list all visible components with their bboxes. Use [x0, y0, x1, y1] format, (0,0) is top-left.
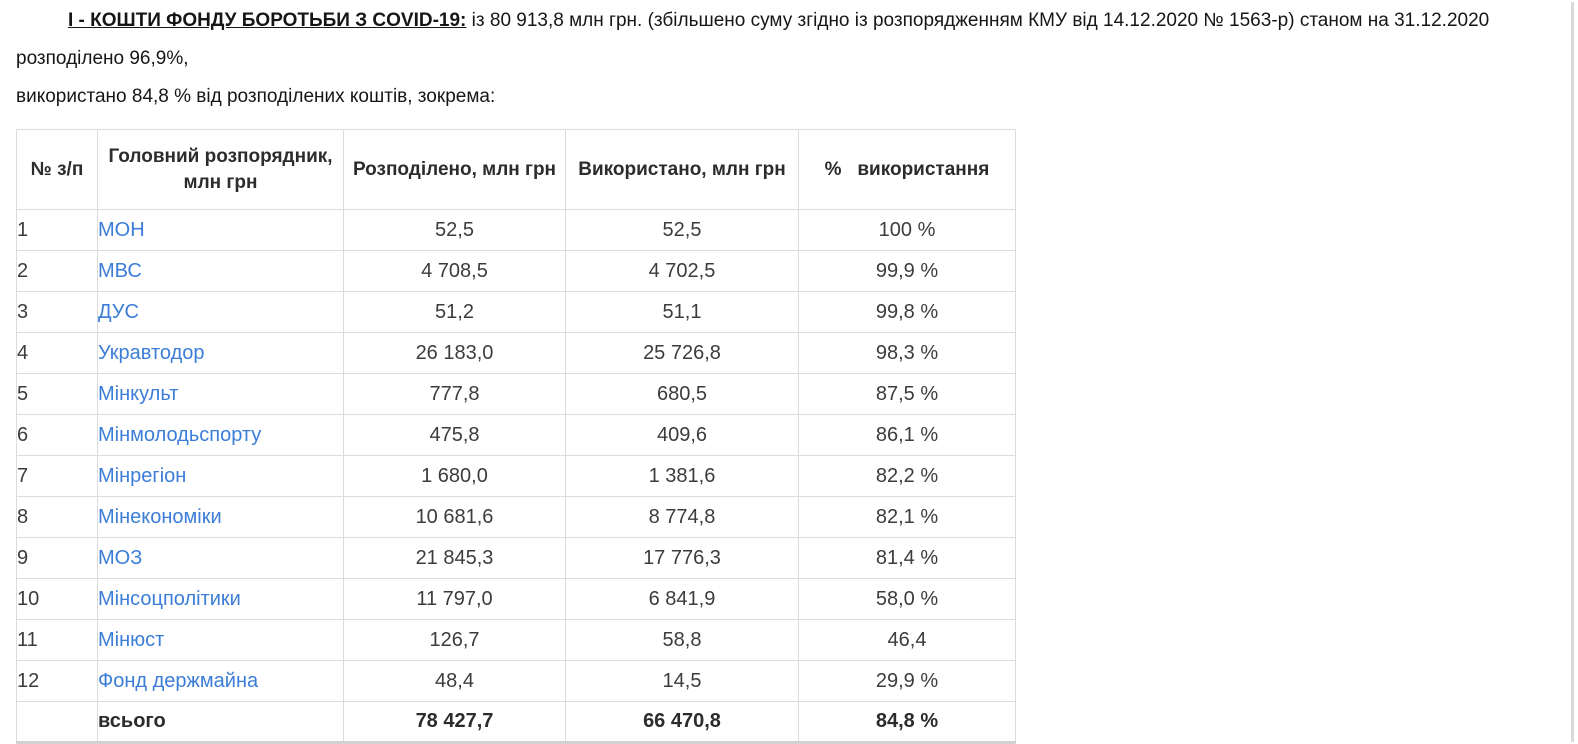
- total-label: всього: [98, 702, 344, 743]
- used-value: 6 841,9: [566, 579, 799, 620]
- col-header-administrator: Головний розпорядник, млн грн: [98, 130, 344, 210]
- table-row: [17, 456, 1016, 497]
- table-row: [17, 415, 1016, 456]
- table-header-row: [17, 130, 1016, 210]
- percent-value: 29,9 %: [799, 661, 1016, 702]
- used-value: 4 702,5: [566, 251, 799, 292]
- used-value: 409,6: [566, 415, 799, 456]
- table-row: [17, 374, 1016, 415]
- percent-value: 81,4 %: [799, 538, 1016, 579]
- agency-link[interactable]: Мінсоцполітики: [98, 587, 241, 610]
- table-row: [17, 538, 1016, 579]
- percent-value: 98,3 %: [799, 333, 1016, 374]
- used-value: 25 726,8: [566, 333, 799, 374]
- row-number: 2: [17, 251, 98, 292]
- percent-value: 46,4: [799, 620, 1016, 661]
- agency-link[interactable]: МВС: [98, 259, 142, 282]
- row-number: 3: [17, 292, 98, 333]
- agency-link[interactable]: МОЗ: [98, 546, 143, 569]
- intro-paragraph: [16, 2, 1564, 116]
- percent-value: 99,9 %: [799, 251, 1016, 292]
- col-header-used: Використано, млн грн: [566, 130, 799, 210]
- row-number: 4: [17, 333, 98, 374]
- agency-link[interactable]: Мінекономіки: [98, 505, 222, 528]
- used-value: 1 381,6: [566, 456, 799, 497]
- used-value: 51,1: [566, 292, 799, 333]
- row-number: 10: [17, 579, 98, 620]
- total-empty-cell: [17, 702, 98, 743]
- table-total-row: [17, 702, 1016, 743]
- table-row: [17, 579, 1016, 620]
- scrollbar-track[interactable]: [1571, 2, 1574, 742]
- agency-link[interactable]: Мінмолодьспорту: [98, 423, 262, 446]
- table-row: [17, 292, 1016, 333]
- row-number: 1: [17, 210, 98, 251]
- allocated-value: 52,5: [344, 210, 566, 251]
- col-header-number: № з/п: [17, 130, 98, 210]
- allocated-value: 51,2: [344, 292, 566, 333]
- used-value: 17 776,3: [566, 538, 799, 579]
- percent-value: 82,1 %: [799, 497, 1016, 538]
- table-row: [17, 333, 1016, 374]
- intro-text-line1: із 80 913,8 млн грн. (збільшено суму згідно із розпорядженням КМУ від 14.12.2020 № 1563-р) станом на 31.12.2020 розподілено 96,9%,: [16, 10, 1490, 69]
- agency-link[interactable]: МОН: [98, 218, 145, 241]
- percent-value: 86,1 %: [799, 415, 1016, 456]
- allocated-value: 21 845,3: [344, 538, 566, 579]
- covid-fund-table: [16, 129, 1016, 744]
- allocated-value: 777,8: [344, 374, 566, 415]
- total-percent-value: 84,8 %: [799, 702, 1016, 743]
- table-row: [17, 620, 1016, 661]
- used-value: 14,5: [566, 661, 799, 702]
- percent-value: 58,0 %: [799, 579, 1016, 620]
- row-number: 12: [17, 661, 98, 702]
- total-allocated-value: 78 427,7: [344, 702, 566, 743]
- percent-value: 82,2 %: [799, 456, 1016, 497]
- used-value: 58,8: [566, 620, 799, 661]
- row-number: 11: [17, 620, 98, 661]
- total-used-value: 66 470,8: [566, 702, 799, 743]
- percent-value: 87,5 %: [799, 374, 1016, 415]
- allocated-value: 126,7: [344, 620, 566, 661]
- row-number: 7: [17, 456, 98, 497]
- allocated-value: 26 183,0: [344, 333, 566, 374]
- allocated-value: 48,4: [344, 661, 566, 702]
- col-header-percent: % використання: [799, 130, 1016, 210]
- table-row: [17, 251, 1016, 292]
- used-value: 680,5: [566, 374, 799, 415]
- agency-link[interactable]: Фонд держмайна: [98, 669, 259, 692]
- used-value: 52,5: [566, 210, 799, 251]
- used-value: 8 774,8: [566, 497, 799, 538]
- allocated-value: 11 797,0: [344, 579, 566, 620]
- allocated-value: 4 708,5: [344, 251, 566, 292]
- table-row: [17, 210, 1016, 251]
- agency-link[interactable]: Мінрегіон: [98, 464, 187, 487]
- row-number: 5: [17, 374, 98, 415]
- percent-value: 100 %: [799, 210, 1016, 251]
- col-header-allocated: Розподілено, млн грн: [344, 130, 566, 210]
- row-number: 6: [17, 415, 98, 456]
- row-number: 9: [17, 538, 98, 579]
- agency-link[interactable]: Мінкульт: [98, 382, 179, 405]
- row-number: 8: [17, 497, 98, 538]
- allocated-value: 475,8: [344, 415, 566, 456]
- agency-link[interactable]: ДУС: [98, 300, 139, 323]
- table-row: [17, 661, 1016, 702]
- table-row: [17, 497, 1016, 538]
- agency-link[interactable]: Мінюст: [98, 628, 165, 651]
- allocated-value: 10 681,6: [344, 497, 566, 538]
- intro-title: І - КОШТИ ФОНДУ БОРОТЬБИ З COVID-19:: [68, 10, 467, 31]
- intro-text-line2: використано 84,8 % від розподілених коштів, зокрема:: [16, 86, 496, 107]
- agency-link[interactable]: Укравтодор: [98, 341, 205, 364]
- percent-value: 99,8 %: [799, 292, 1016, 333]
- allocated-value: 1 680,0: [344, 456, 566, 497]
